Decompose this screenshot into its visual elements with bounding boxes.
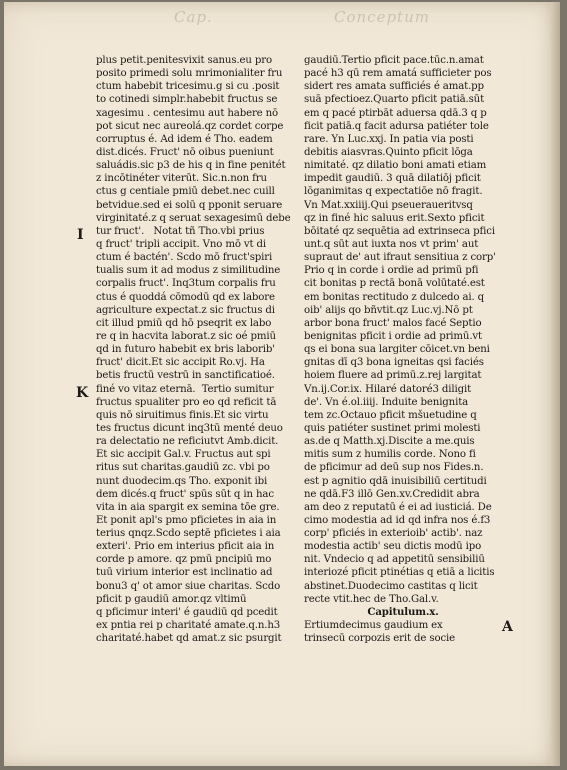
right-column-line: sidert res amata sufficiés é amat.pp [304, 81, 484, 93]
right-column-line: ne qdā.F3 illō Gen.xv.Credidit abra [304, 488, 480, 500]
left-column-line: q pficimur interi' é gaudiū qd pcedit [96, 606, 278, 618]
left-column-line: tur fruct'. Notat tñ Tho.vbi prius [96, 225, 265, 237]
right-column-line: mitis sum z humilis corde. Nono fi [304, 449, 476, 461]
right-column-line: Prio q in corde i ordie ad primū pfi [304, 265, 479, 277]
right-column-line: de pficimur ad deū sup nos Fides.n. [304, 462, 484, 474]
left-column-line: plus petit.penitesvixit sanus.eu pro [96, 55, 272, 66]
right-column-line: Capitulum.x. [367, 605, 439, 618]
left-column-line: cit illud pmiū qd hō pseqrit ex labo [96, 317, 272, 329]
left-column-line: tuū virium interior est inclinatio ad [96, 567, 273, 579]
right-column-line: bōitaté qz sequētia ad extrinseca pfici [304, 225, 495, 237]
right-column-line: as.de q Matth.xj.Discite a me.quis [304, 436, 475, 448]
left-column-line: terius qnqz.Scdo septē pficietes i aia [96, 528, 281, 540]
right-column-line: interiozé pficit ptinétias q etiā a licitis [304, 567, 495, 579]
left-column-line: z incōtinéter viterūt. Sic.n.non fru [96, 173, 267, 185]
left-column-line: ctum habebit tricesimu.g si cu .posit [96, 81, 280, 93]
left-column-line: finé vo vitaz eternā. Tertio sumitur [96, 383, 274, 395]
right-column-line: cimo modestia ad id qd infra nos é.f3 [304, 514, 491, 526]
right-column-line: tem zc.Octauo pficit mšuetudine q [304, 409, 477, 421]
running-head-right: Conceptum [334, 8, 430, 26]
right-column-line: Vn Mat.xxiiij.Qui pseueraueritvsq [304, 199, 473, 211]
left-column-line: vita in aia spargit ex semina tōe gre. [96, 501, 280, 513]
left-column-line: xagesimu . centesimu aut habere nō [96, 107, 279, 119]
left-column-line: to cotinedi simplr.habebit fructus se [96, 94, 278, 106]
left-column-line: corde p amore. qz pmū pncipiū mo [96, 554, 272, 566]
book-page [4, 2, 560, 766]
left-column-line: ra delectatio ne reficiutvt Amb.dicit. [96, 436, 279, 448]
right-column-line: corp' pficiés in exterioib' actib'. naz [304, 528, 483, 540]
right-column-line: Ertiumdecimus gaudium ex [304, 620, 443, 632]
right-column-line: qs ei bona sua largiter cōicet.vn beni [304, 344, 490, 356]
left-column-line: Et ponit apl's pmo pficietes in aia in [96, 514, 277, 526]
left-column-line: charitaté.habet qd amat.z sic psurgit [96, 633, 282, 645]
right-column-line: suā pfectioez.Quarto pficit patiā.sūt [304, 94, 485, 106]
right-column-line: pacé h3 qū rem amatá sufficieter pos [304, 68, 492, 80]
left-column-line: betvidue.sed ei solū q pponit seruare [96, 199, 283, 211]
right-column-line: est p agnitio qdā inuisibiliū certitudi [304, 475, 487, 487]
left-column-line: nunt duodecim.qs Tho. exponit ibi [96, 475, 268, 487]
right-column-line: de'. Vn é.ol.iiij. Induite benignita [304, 396, 469, 408]
left-text-column [96, 54, 296, 645]
left-column-line: pficit p gaudiū amor.qz vltimū [96, 593, 247, 605]
right-column-line: impedit gaudiū. 3 quā dilatiōj pficit [304, 173, 481, 185]
right-column-line: Vn.ij.Cor.ix. Hilaré datoré3 diligit [304, 383, 472, 395]
left-column-line: re q in hacvita laborat.z sic oé pmiū [96, 330, 276, 342]
margin-letter-k: K [76, 385, 89, 401]
left-column-line: fructus spualiter pro eo qd reficit tā [96, 396, 277, 408]
margin-letter-i: I [77, 227, 84, 243]
left-column-line: ctum é bactén'. Scdo mō fruct'spiri [96, 252, 273, 264]
right-column-line: cit bonitas p rectā bonā volūtaté.est [304, 278, 485, 290]
right-column-line: debitis aiasvras.Quinto pficit lōga [304, 146, 473, 158]
left-column-line: corruptus é. Ad idem é Tho. eadem [96, 133, 273, 145]
right-column-line: em bonitas rectitudo z dulcedo ai. q [304, 291, 485, 303]
right-column-line: quis patiéter sustinet primi molesti [304, 422, 481, 434]
right-text-column [304, 54, 502, 645]
left-column-line: fruct' dicit.Et sic accipit Ro.vj. Ha [96, 357, 265, 369]
left-column-line: dem dicés.q fruct' spūs sūt q in hac [96, 488, 274, 500]
right-column-line: trinsecū corpozis erit de socie [304, 633, 455, 645]
right-column-line: em q pacé ptirbāt aduersa qdā.3 q p [304, 107, 487, 119]
right-column-line: benignitas pficit i ordie ad primū.vt [304, 330, 482, 342]
page-edge [551, 2, 560, 766]
left-column-line: dist.dicés. Fruct' nō oibus pueniunt [96, 146, 274, 158]
running-head-left: Cap. [174, 8, 213, 26]
right-column-line: supraut de' aut ifraut sensitiua z corp' [304, 252, 496, 264]
left-column-line: bonu3 q' ot amor siue charitas. Scdo [96, 580, 281, 592]
right-column-line: lōganimitas q expectatiōe nō fragit. [304, 186, 483, 198]
left-column-line: ritus sut charitas.gaudiū zc. vbi po [96, 462, 270, 474]
right-column-line: recte vtit.hec de Tho.Gal.v. [304, 593, 439, 605]
left-column-line: exteri'. Prio em interius pficit aia in [96, 541, 275, 553]
left-column-line: saluádis.sic p3 de his q in fine penitét [96, 160, 286, 172]
left-column-line: corpalis fruct'. Inq3tum corpalis fru [96, 278, 276, 290]
right-column-line: oib' alijs qo bñvtit.qz Luc.vj.Nō pt [304, 304, 473, 316]
right-column-line: am deo z reputatū é ei ad iusticiá. De [304, 501, 492, 513]
left-column-line: virginitaté.z q seruat sexagesimū debe [96, 212, 291, 224]
margin-letter-a: A [502, 619, 513, 635]
right-column-line: modestia actib' seu dictis modū ipo [304, 541, 482, 553]
left-column-line: qd in futuro habebit ex bris laborib' [96, 344, 275, 356]
right-column-line: nit. Vndecio q ad appetitū sensibiliū [304, 554, 485, 566]
left-column-line: agriculture expectat.z sic fructus di [96, 304, 275, 316]
right-column-line: arbor bona fruct' malos facé Septio [304, 317, 482, 329]
right-column-line: ficit patiā.q facit adursa patiéter tole [304, 120, 489, 132]
left-column-line: ctus g centiale pmiū debet.nec cuill [96, 186, 275, 198]
right-column-line: unt.q sūt aut iuxta nos vt prim' aut [304, 238, 479, 250]
right-column-line: nimitaté. qz dilatio boni amati etiam [304, 160, 487, 172]
left-column-line: ctus é quoddá cōmodū qd ex labore [96, 291, 275, 303]
right-column-line: qz in finé hic saluus erit.Sexto pficit [304, 212, 485, 224]
right-column-line: abstinet.Duodecimo castitas q licit [304, 580, 478, 592]
left-column-line: pot sicut nec aureolá.qz cordet corpe [96, 120, 284, 132]
right-column-line: rare. Yn Luc.xxj. In patia via posti [304, 133, 474, 145]
right-column-line: gaudiū.Tertio pficit pace.tūc.n.amat [304, 55, 484, 66]
left-column-line: quis nō siruitimus finis.Et sic virtu [96, 409, 269, 421]
right-column-line: hoiem fluere ad primū.z.rej largitat [304, 370, 482, 382]
right-column-line: gnitas dī q3 bona igneitas qsi faciés [304, 357, 484, 369]
left-column-line: Et sic accipit Gal.v. Fructus aut spi [96, 449, 271, 461]
left-column-line: tes fructus dicunt inq3tū menté deuo [96, 422, 283, 434]
left-column-line: tualis sum it ad modus z similitudine [96, 265, 281, 277]
left-column-line: posito primedi solu mrimonialiter fru [96, 68, 283, 80]
left-column-line: q fruct' tripli accipit. Vno mō vt di [96, 238, 267, 250]
left-column-line: betis fructū vestrū in sanctificatioé. [96, 370, 275, 382]
left-column-line: ex pntia rei p charitaté amate.q.n.h3 [96, 620, 281, 632]
